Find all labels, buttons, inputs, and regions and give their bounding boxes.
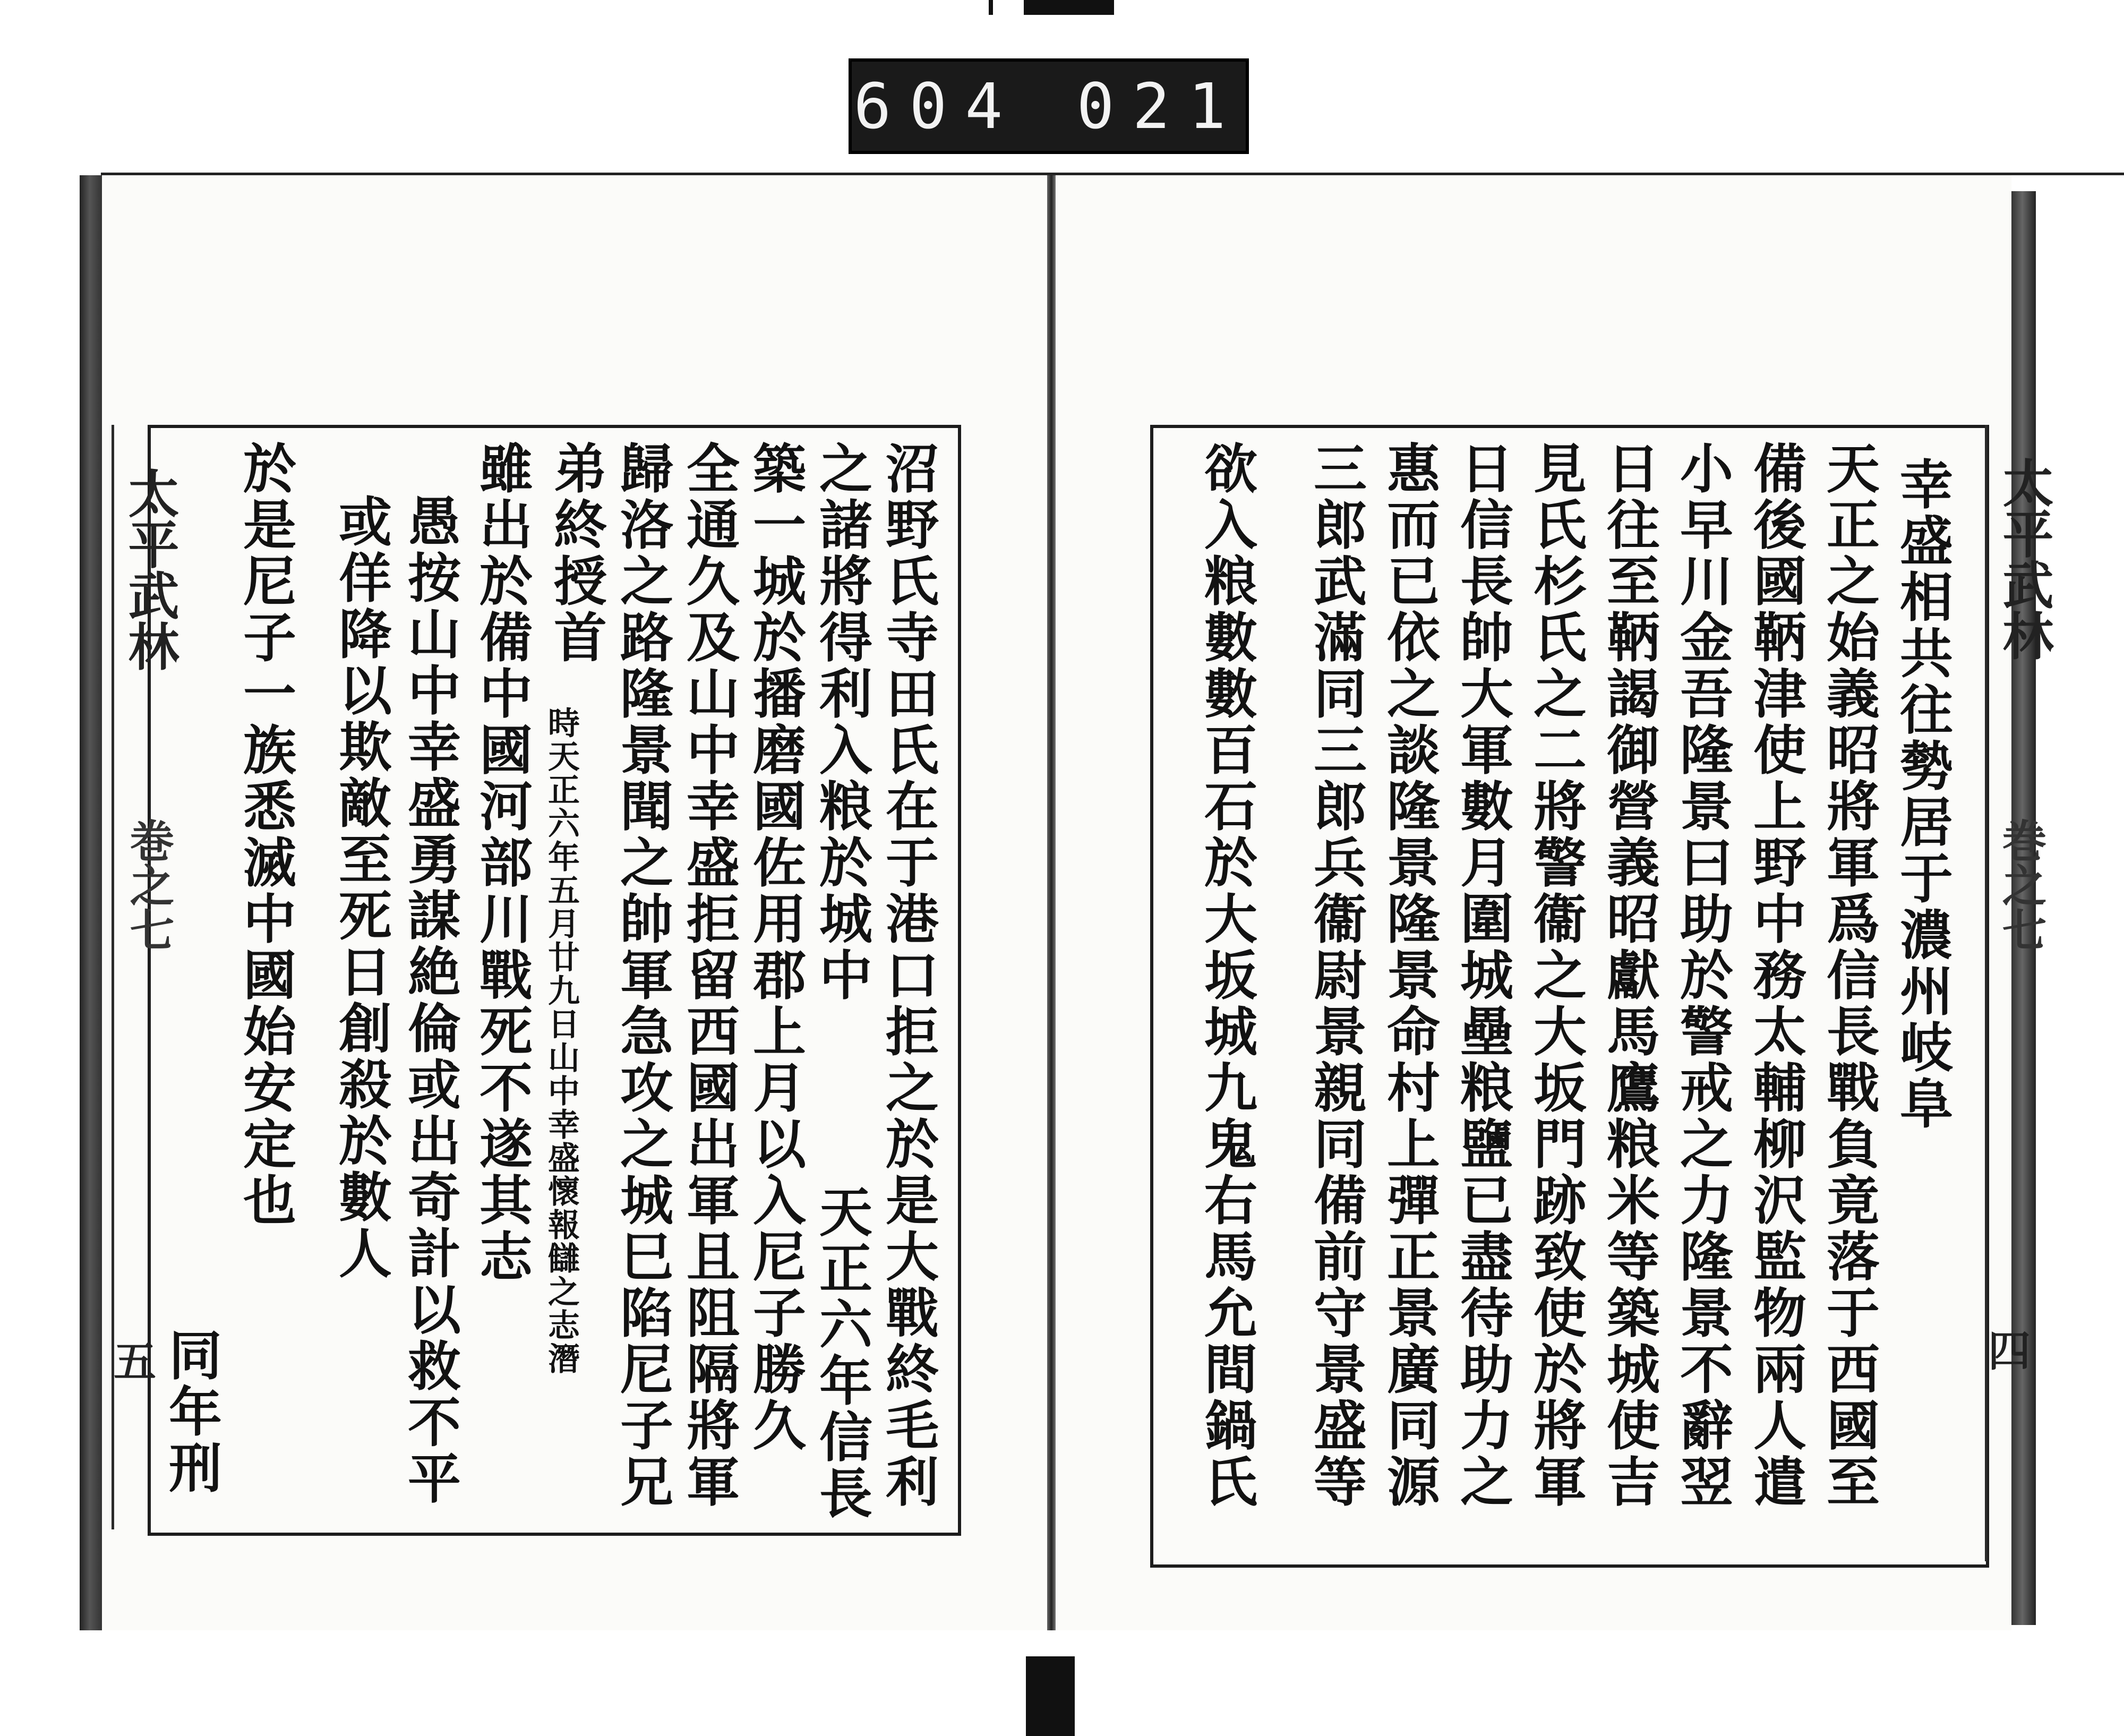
text-column: 天正六年信長 <box>810 1184 873 1522</box>
text-column: 或佯降以欺敵至死日創殺於數人 <box>330 494 392 1282</box>
text-column: 備後國鞆津使上野中務太輔柳沢監物兩人遣 <box>1744 441 1807 1510</box>
text-column: 三郎武滿同三郎兵衞尉景親同備前守景盛等 <box>1305 441 1367 1510</box>
text-column: 天正之始義昭將軍爲信長戰負竟落于西國至 <box>1818 441 1880 1510</box>
text-column: 小早川金吾隆景曰助於警戒之力隆景不辭翌 <box>1671 441 1734 1510</box>
top-edge-mark <box>989 0 993 15</box>
text-column: 愚按山中幸盛勇謀絶倫或出奇計以救不平 <box>399 494 461 1507</box>
text-column: 欲入粮數數百石於大坂城九鬼右馬允間鍋氏 <box>1195 441 1258 1510</box>
text-column: 幸盛相共往勢居于濃州岐阜 <box>1891 457 1954 1132</box>
text-column: 日信長帥大軍數月圍城壘粮鹽已盡待助力之 <box>1451 441 1514 1510</box>
text-column: 之諸將得利入粮於城中 <box>810 441 873 1004</box>
text-column: 全通久及山中幸盛拒留西國出軍且阻隔將軍 <box>678 441 740 1510</box>
archive-label-text: 604 021 <box>853 70 1244 143</box>
margin-rule <box>1985 425 1988 1561</box>
left-margin-title: 太平武林 <box>120 467 180 671</box>
text-column: 日往至鞆謁御營義昭獻馬鷹粮米等築城使吉 <box>1598 441 1660 1510</box>
text-column: 弟終授首 <box>545 441 607 666</box>
text-column: 歸洛之路隆景聞之帥軍急攻之城巳陷尼子兄 <box>611 441 674 1510</box>
left-page-number: 五 <box>114 1337 156 1387</box>
book-spine-left <box>80 175 102 1630</box>
text-column: 見氏杉氏之二將警衞之大坂門跡致使於將軍 <box>1525 441 1587 1510</box>
right-margin-title: 太平武林 <box>1994 457 2054 661</box>
text-column: 沼野氏寺田氏在于港口拒之於是大戰終毛利 <box>877 441 939 1510</box>
text-column: 築一城於播磨國佐用郡上月以入尼子勝久 <box>744 441 807 1454</box>
left-margin-volume: 巻之七 <box>123 818 175 952</box>
archive-label-plate <box>849 58 1249 154</box>
text-column: 於是尼子一族悉滅中國始安定也 <box>234 441 297 1229</box>
right-page-number: 四 <box>1988 1326 2031 1376</box>
text-column: 同年刑 <box>160 1328 222 1496</box>
page-gutter <box>1047 175 1056 1630</box>
bottom-edge-mark <box>1026 1656 1075 1736</box>
text-column-annotation: 時天正六年五月廿九日山中幸盛懷報讎之志潛 <box>543 706 580 1375</box>
right-margin-volume: 巻之七 <box>1995 818 2048 952</box>
text-column: 雖出於備中國河部川戰死不遂其志 <box>470 441 533 1285</box>
top-edge-mark <box>1024 0 1114 15</box>
text-column: 惠而已依之談隆景隆景命村上彈正景廣同源 <box>1378 441 1441 1510</box>
